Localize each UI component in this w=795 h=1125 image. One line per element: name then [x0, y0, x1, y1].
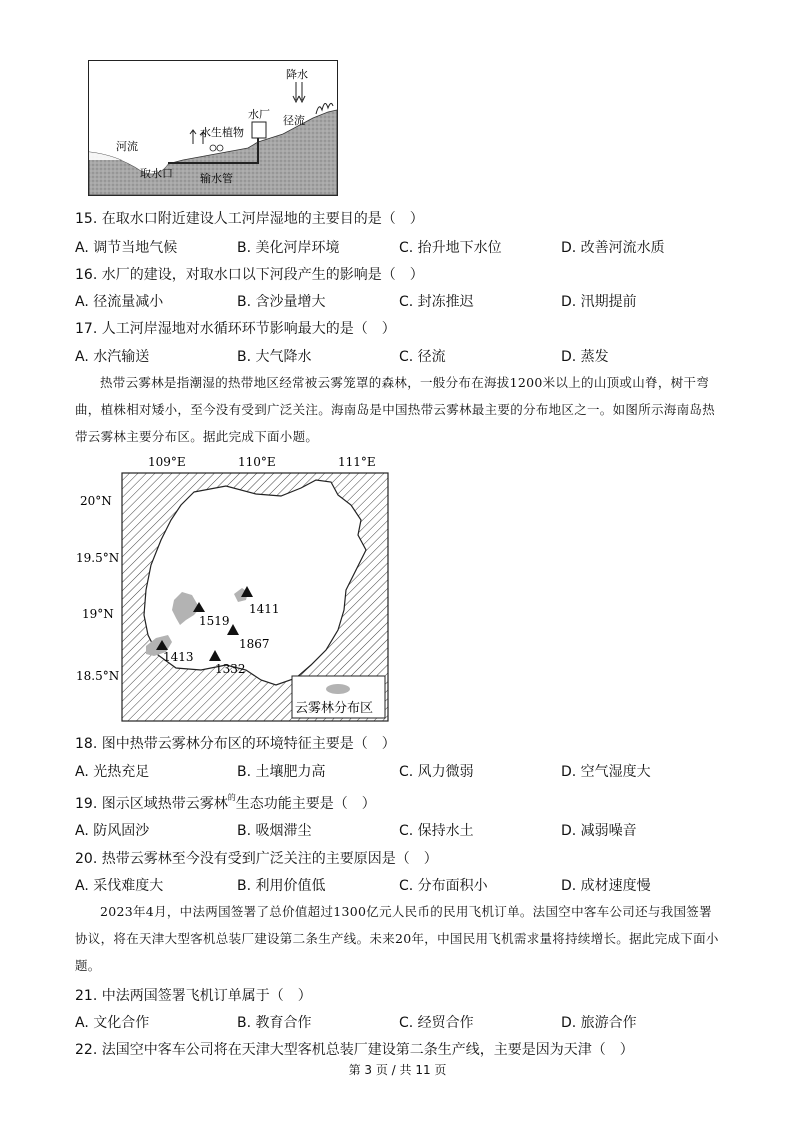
question-17-stem: 17. 人工河岸湿地对水循环环节影响最大的是（ ） [75, 321, 396, 337]
q18-option-c[interactable]: C. 风力微弱 [399, 764, 474, 780]
q17-option-b[interactable]: B. 大气降水 [237, 349, 312, 365]
question-18-stem: 18. 图中热带云雾林分布区的环境特征主要是（ ） [75, 736, 396, 752]
peak-label-1413: 1413 [163, 650, 194, 664]
q20-option-b[interactable]: B. 利用价值低 [237, 878, 326, 894]
q17-option-d[interactable]: D. 蒸发 [561, 349, 609, 365]
q20-option-d[interactable]: D. 成材速度慢 [561, 878, 651, 894]
label-precip: 降水 [286, 68, 308, 81]
question-19-stem [75, 793, 376, 813]
lon-label-110: 110°E [238, 455, 276, 469]
lon-label-111: 111°E [338, 455, 376, 469]
q19-stem-a: 19. 图示区域热带云雾林 [75, 796, 228, 812]
question-21-stem: 21. 中法两国签署飞机订单属于（ ） [75, 988, 312, 1004]
question-20-stem: 20. 热带云雾林至今没有受到广泛关注的主要原因是（ ） [75, 851, 438, 867]
q21-option-b[interactable]: B. 教育合作 [237, 1015, 312, 1031]
q16-option-a[interactable]: A. 径流量减小 [75, 294, 164, 310]
q21-option-c[interactable]: C. 经贸合作 [399, 1015, 474, 1031]
q18-option-a[interactable]: A. 光热充足 [75, 764, 150, 780]
question-16-stem: 16. 水厂的建设，对取水口以下河段产生的影响是（ ） [75, 267, 424, 283]
passage-cloud-forest: 热带云雾林是指潮湿的热带地区经常被云雾笼罩的森林，一般分布在海拔1200米以上的山顶或山脊，树干弯曲，植株相对矮小，至今没有受到广泛关注。海南岛是中国热带云雾林最主要的分布地区之一。如图所示海南岛热带云雾林主要分布区。据此完成下面小题。 [75, 375, 716, 444]
q19-superscript: 的 [227, 793, 236, 802]
lat-label-19: 19°N [82, 607, 114, 621]
q17-option-c[interactable]: C. 径流 [399, 349, 446, 365]
q18-option-b[interactable]: B. 土壤肥力高 [237, 764, 326, 780]
q15-option-a[interactable]: A. 调节当地气候 [75, 240, 178, 256]
peak-label-1411: 1411 [249, 602, 280, 616]
q20-option-c[interactable]: C. 分布面积小 [399, 878, 488, 894]
passage-aircraft: 2023年4月，中法两国签署了总价值超过1300亿元人民币的民用飞机订单。法国空中客车公司还与我国签署协议，将在天津大型客机总装厂建设第二条生产线。未来20年，中国民用飞机需求量将持续增长。据此完成下面小题。 [75, 904, 719, 973]
label-river: 河流 [116, 140, 138, 153]
lat-label-18-5: 18.5°N [76, 669, 120, 683]
q16-option-c[interactable]: C. 封冻推迟 [399, 294, 474, 310]
question-15-stem: 15. 在取水口附近建设人工河岸湿地的主要目的是（ ） [75, 211, 424, 227]
q15-option-d[interactable]: D. 改善河流水质 [561, 240, 665, 256]
q18-option-d[interactable]: D. 空气湿度大 [561, 764, 651, 780]
q19-option-a[interactable]: A. 防风固沙 [75, 823, 150, 839]
q20-option-a[interactable]: A. 采伐难度大 [75, 878, 164, 894]
label-pipe: 输水管 [200, 172, 233, 185]
q19-stem-b: 生态功能主要是（ ） [235, 796, 376, 812]
water-cycle-diagram [88, 60, 338, 196]
label-aquatic-plants: 水生植物 [200, 126, 244, 139]
lon-label-109: 109°E [148, 455, 186, 469]
label-water-plant: 水厂 [248, 108, 270, 121]
label-intake: 取水口 [140, 167, 173, 180]
peak-label-1519: 1519 [199, 614, 230, 628]
q19-option-d[interactable]: D. 减弱噪音 [561, 823, 637, 839]
peak-label-1332: 1332 [215, 662, 246, 676]
q16-option-d[interactable]: D. 汛期提前 [561, 294, 637, 310]
q19-option-b[interactable]: B. 吸烟滞尘 [237, 823, 312, 839]
q15-option-c[interactable]: C. 抬升地下水位 [399, 240, 502, 256]
label-runoff: 径流 [283, 114, 305, 127]
hainan-map [76, 450, 396, 725]
legend-label: 云雾林分布区 [295, 701, 374, 716]
q21-option-a[interactable]: A. 文化合作 [75, 1015, 150, 1031]
q16-option-b[interactable]: B. 含沙量增大 [237, 294, 326, 310]
lat-label-20: 20°N [80, 494, 112, 508]
q21-option-d[interactable]: D. 旅游合作 [561, 1015, 637, 1031]
page-footer: 第 3 页 / 共 11 页 [348, 1063, 447, 1077]
q15-option-b[interactable]: B. 美化河岸环境 [237, 240, 340, 256]
q17-option-a[interactable]: A. 水汽输送 [75, 349, 150, 365]
q19-option-c[interactable]: C. 保持水土 [399, 823, 474, 839]
lat-label-19-5: 19.5°N [76, 551, 120, 565]
peak-label-1867: 1867 [239, 637, 270, 651]
water-plant-building [252, 122, 266, 138]
question-22-stem: 22. 法国空中客车公司将在天津大型客机总装厂建设第二条生产线，主要是因为天津（ ） [75, 1042, 634, 1058]
